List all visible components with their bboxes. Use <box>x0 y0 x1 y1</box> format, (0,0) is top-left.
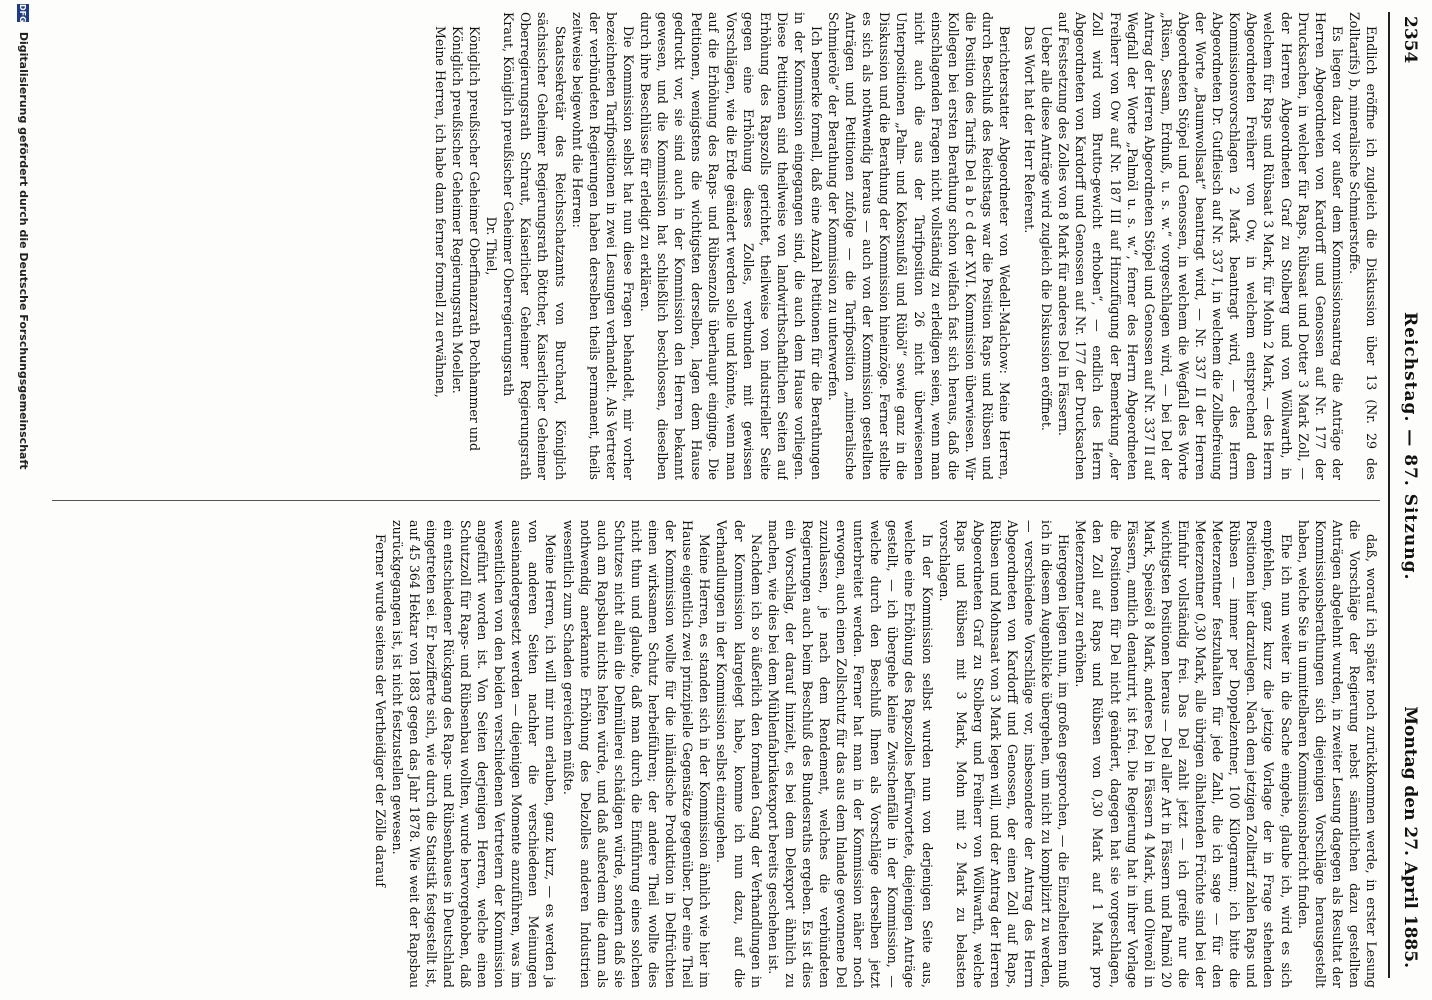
paragraph: Die Kommission selbst hat nun diese Fragen behandelt, mir vorher bezeichneten Tarifpositionen in zwei Lesungen verhandelt. Als Vertreter der verbündeten Regierungen haben derselben theils permanent, theils zeitweise beigewohnt die Herren: <box>569 12 636 480</box>
paragraph: Hiergegen liegen nun, im großen gesprochen, — die Einzelheiten muß ich in diesem Augenblicke übergehen, um nicht zu komplizirt zu werden, — verschiedene Vorschläge vor, insbesondere der Antrag des Herrn Abgeordneten von Kardorff und Genossen, der einen Zoll auf Raps, Rübsen und Mohnsaat von 3 Mark legen will, und der Antrag der Herren Abgeordneten Graf zu Stolberg und Freiherr von Wöllwarth, welche Raps und Rübsen mit 3 Mark, Mohn mit 2 Mark zu belasten vorschlagen. <box>936 520 1072 988</box>
paragraph: Berichterstatter Abgeordneter von Wedell-Malchow: Meine Herren, durch Beschluß des Reichstags war die Position Raps und Rübsen und die Position des Tarifs Del a b c d der XVI. Kommission überwiesen. Wir Kollegen bei ersten Berathung schon vielfach fast sich heraus, daß die einschlagenden Fragen nicht vollständig zu erledigen seien, wenn man nicht auch die aus der Tarifposition 26 nicht überwiesenen Unterpositionen „Palm- und Kokosnußöl und Rüböl“ sowie ganz in die Diskussion und die Berathung der Kommission hineinzöge. Ferner stellte es sich als nothwendig heraus — auch von der Kommission gestellten Anträgen und Petitionen zufolge — die Tarifposition „mineralische Schmieröle“ der Berathung der Kommission zu unterwerfen. <box>826 12 1013 480</box>
paragraph: Meine Herren, es standen sich in der Kommission ähnlich wie hier im Hause eigentlich zwei prinzipielle Gegensätze gegenüber. Der eine Theil der Kommission wollte für die inländische Produktion in Delfrüchten einen wirksamen Schutz herbeiführen; der andere Theil wollte dies nicht thun und glaubte, daß man durch die Einführung eines solchen Schutzes nicht allein die Delmüllerei schädigen würde, sondern daß sie auch am Rapsbau nichts helfen würde, und daß außerdem die dann als nothwendig anerkannte Erhöhung des Delzolles anderen Industrien wesentlich zum Schaden gereichen müßte. <box>560 520 713 988</box>
paragraph: Meine Herren, ich will mir nun erlauben, ganz kurz, — es werden ja von anderen Seiten nachher die verschiedenen Meinungen auseinandergesetzt werden — diejenigen Momente anzuführen, was im wesentlichen von den beiden verschiedenen Vertretern der Kommission angeführt worden ist. Von Seiten derjenigen Herren, welche einen Schutzzoll für Raps- und Rübsenbau wollten, wurde hervorgehoben, daß ein entschiedener Rückgang des Raps- und Rübsenbaues in Deutschland eingetreten sei. Er bezifferte sich, wie durch die Statistik festgestellt ist, auf 45 364 Hektar von 1883 gegen das Jahr 1878. Wie weit der Rapsbau zurückgegangen ist, ist nicht festzustellen gewesen. <box>389 520 559 988</box>
digitization-credit <box>4 4 30 964</box>
paragraph: Staatssekretär des Reichsschatzamts von Burchard, Königlich sächsischer Geheimer Regierungsrath Böttcher, Kaiserlicher Geheimer Oberregierungsrath Schraut, Kaiserlicher Geheimer Regierungsrath Kraut, Königlich preußischer Geheimer Oberregierungsrath <box>501 12 568 480</box>
paragraph: Königlich preußischer Geheimer Oberfinanzrath Pochhammer und <box>467 26 483 452</box>
paragraph: Meine Herren, ich habe dann ferner formell zu erwähnen, <box>432 26 448 398</box>
credit-text: Digitalisierung gefördert durch die Deutsche Forschungsgemeinschaft <box>17 31 30 470</box>
paragraph: In der Kommission selbst wurden nun von derjenigen Seite aus, welche eine Erhöhung des Rapszolles befürwortete, diejenigen Anträge gestellt, — ich übergehe kleine Zwischenfälle in der Kommission, — welche durch den Beschluß Ihnen als Vorschläge derselben jetzt unterbreitet werden. Ferner hat man in der Kommission näher noch erwogen, auch einen Zollschutz für das aus dem Inlande gewonnene Del zuzulassen, je nach dem Rendement, welches die verbündeten Regierungen auch beim Beschluß des Bundesraths ergeben. Es ist dies ein Vorschlag, der darauf hinzielt, es bei dem Delexport ähnlich zu machen, wie dies bei dem Mühlenfabrikatexport bereits geschehen ist. <box>765 520 935 988</box>
paragraph: Das Wort hat der Herr Referent. <box>1022 26 1038 234</box>
right-column <box>52 520 1380 988</box>
page-number: 2354 <box>1400 16 1420 64</box>
column-divider <box>52 500 1380 501</box>
paragraph: Ehe ich nun weiter in die Sache eingehe, glaube ich, wird es sich empfehlen, ganz kurz die jetzige Vorlage der in Frage stehenden Positionen hier darzulegen. Nach dem jetzigen Zolltarif zahlen Raps und Rübsen — immer per Doppelzentner, 100 Kilogramm; ich bitte die Meterzentner festzuhalten für jede Zahl, die ich sage — für den Meterzentner 0,30 Mark, alle übrigen ölhaltenden Früchte sind bei der Einfuhr vollständig frei. Das Del zahlt jetzt — ich greife nur die wichtigsten Positionen heraus — Del aller Art in Fässern und Palmöl 20 Mark, Speiseöl 8 Mark, anderes Del in Fässern 4 Mark, und Olivenöl in Fässern, amtlich denaturirt, ist frei. Die Regierung hat in ihrer Vorlage die Positionen für Del nicht geändert, dagegen hat sie vorgeschlagen, den Zoll auf Raps und Rübsen von 0,30 Mark auf 1 Mark pro Meterzentner zu erhöhen. <box>1073 520 1294 988</box>
paragraph: Ferner wurde seitens der Vertheidiger der Zölle darauf <box>372 534 388 888</box>
paragraph: Es liegen dazu vor außer dem Kommissionsantrag die Anträge der Herren Abgeordneten von Kardorff und Genossen auf Nr. 177 der Drucksachen, in welcher für Raps, Rübsaat und Dotter 3 Mark Zoll, — der Herren Abgeordneten Graf zu Stolberg und von Wöllwarth, in welchem für Raps und Rübsaat 3 Mark, für Mohn 2 Mark, — des Herrn Abgeordneten Freiherr von Ow, in welchem entsprechend dem Kommissionsvorschlagen 2 Mark beantragt wird, — des Herrn Abgeordneten Dr. Gutfleisch auf Nr. 337 I, in welchem die Zollbefreiung der Worte „Baumwollsaat“ beantragt wird, — Nr. 337 II der Herren Abgeordneten Stöpel und Genossen, in welchem die Wegfall des Worte „Rüsen, Sesam, Erdnuß, u. s. w.“ vorgeschlagen wird, — bei Del der Antrag der Herren Abgeordneten Stöpel und Genossen auf Nr. 337 II auf Wegfall der Worte „Palmöl u. s. w.“, ferner des Herrn Abgeordneten Freiherr von Ow auf Nr. 187 III auf Hinzufügung der Bemerkung „der Zoll wird vom Brutto-gewicht erhoben“, — endlich des Herrn Abgeordneten von Kardorff und Genossen auf Nr. 177 der Drucksachen auf Festsetzung des Zolles von 8 Mark für anderes Del in Fässern. <box>1056 12 1345 480</box>
dfg-logo-icon <box>17 4 29 22</box>
page-header <box>1388 12 1430 978</box>
paragraph: Königlich preußischer Geheimer Regierungsrath Moeller. <box>450 26 466 394</box>
paragraph: Ueber alle diese Anträge wird zugleich die Diskussion eröffnet. <box>1039 26 1055 431</box>
paragraph: Dr. Thiel, <box>484 216 500 276</box>
paragraph: Nachdem ich so äußerlich den formalen Gang der Verhandlungen in der Kommission klargelegt habe, komme ich nun dazu, auf die Verhandlungen in der Kommission selbst einzugehen. <box>714 520 764 988</box>
paragraph: Ich bemerke formell, daß eine Anzahl Petitionen für die Berathungen in der Kommission eingegangen sind, die auch dem Hause vorliegen. Diese Petitionen sind theilweise von landwirthschaftlichen Seiten auf Erhöhung des Rapszolls gerichtet, theilweise von industrieller Seite gegen eine Erhöhung dieses Zolles, verbunden mit gewissen Vorschlägen, wie die Erde geändert werden solle und könnte, wenn man auf die Erhöhung des Raps- und Rübsenzolls überhaupt einginge. Die Petitionen, wenigstens die wichtigsten derselben, lagen dem Hause gedruckt vor, sie sind auch in der Kommission den Herren bekannt gewesen, und die Kommission hat schließlich beschlossen, dieselben durch ihre Beschlüsse für erledigt zu erklären. <box>638 12 824 480</box>
session-title: Reichstag. — 87. Sitzung. <box>1400 312 1420 581</box>
session-date: Montag den 27. April 1885. <box>1400 706 1420 968</box>
paragraph: Endlich eröffne ich zugleich die Diskussion über 13 (Nr. 29 des Zolltarifs) b, mineralische Schmierstoffe. <box>1346 12 1379 480</box>
dfg-logo-text: DFG <box>18 4 27 23</box>
paragraph: daß, worauf ich später noch zurückkommen werde, in erster Lesung die Vorschläge der Regierung nebst sämmtlichen dazu gestellten Anträgen abgelehnt wurden, in zweiter Lesung dagegen als Resultat der Kommissionsberathungen sich diejenigen Vorschläge herausgestellt haben, welche Sie in unmittelbaren Kommissionsbericht finden. <box>1295 520 1379 988</box>
left-column <box>52 12 1380 480</box>
